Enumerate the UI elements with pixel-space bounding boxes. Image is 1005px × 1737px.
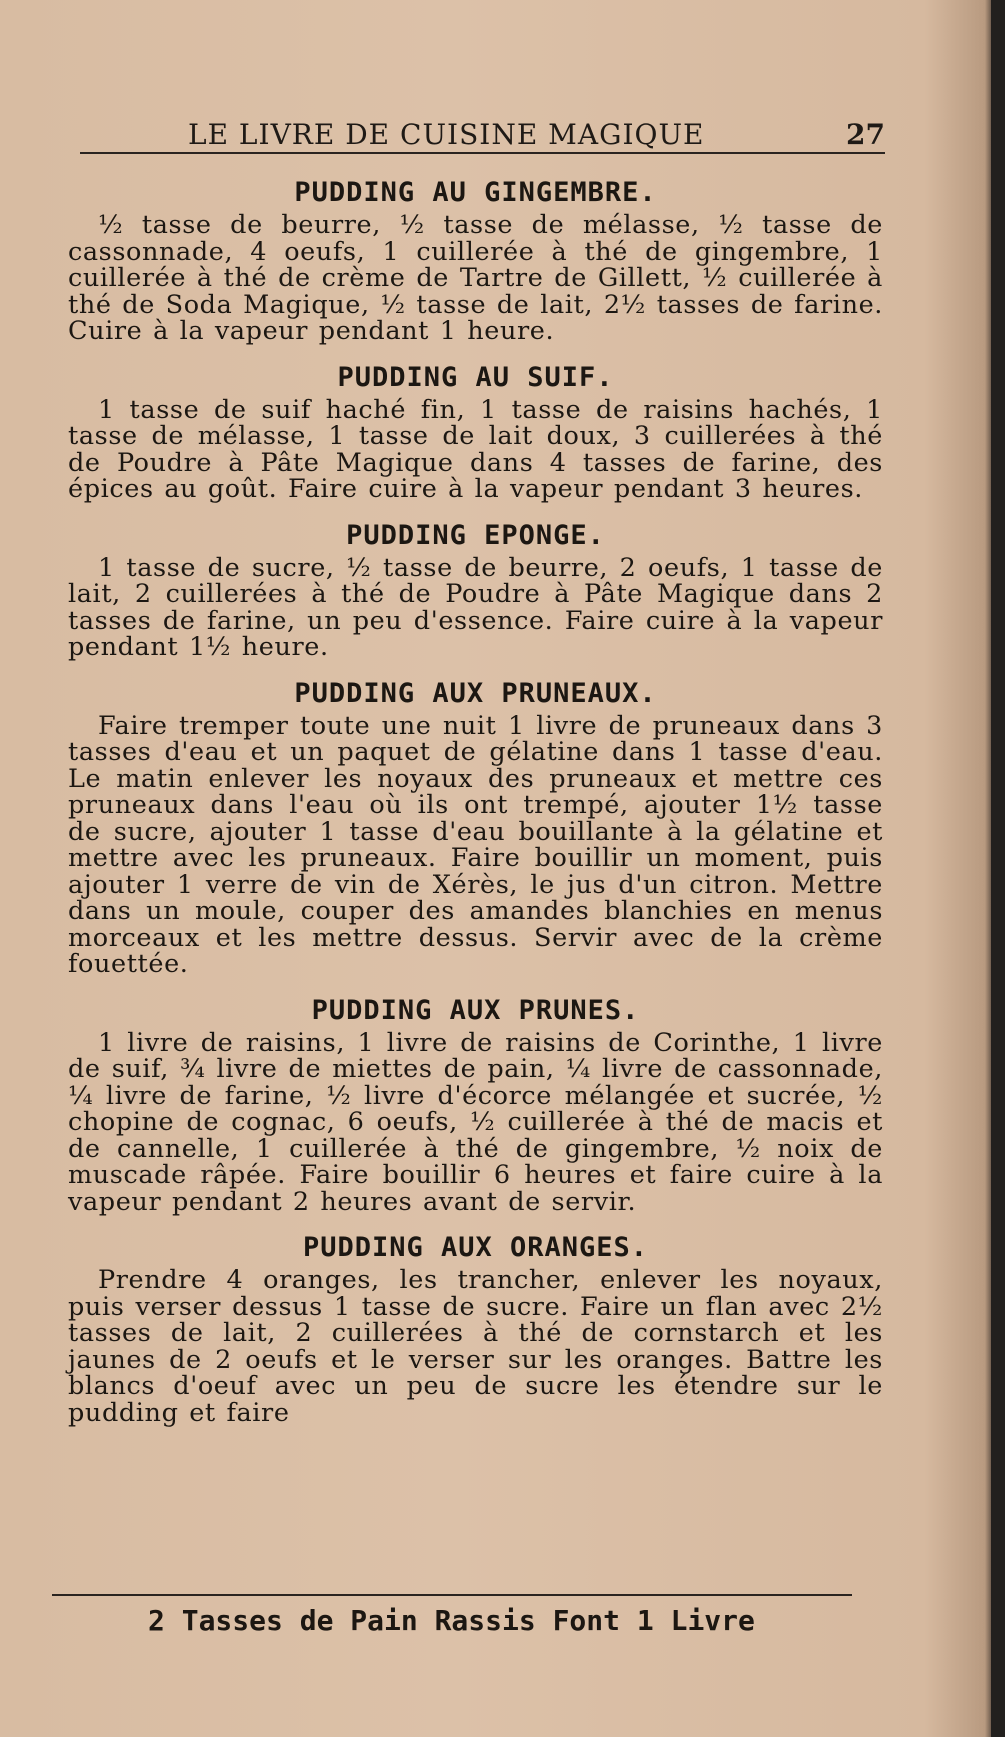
recipe-pudding-aux-pruneaux [68, 679, 883, 978]
recipe-title: PUDDING AUX PRUNES. [311, 994, 640, 1026]
page-number: 27 [846, 118, 885, 151]
recipe-body: 1 tasse de sucre, ½ tasse de beurre, 2 oeufs, 1 tasse de lait, 2 cuillerées à thé de Poudre à Pâte Magique dans 2 tasses de farine, un peu d'essence. Faire cuire à la vapeur pendant 1½ heure. [68, 552, 883, 662]
recipe-title: PUDDING AU GINGEMBRE. [294, 177, 657, 208]
recipe-title: PUDDING AUX PRUNEAUX. [294, 677, 657, 709]
recipe-pudding-aux-oranges [68, 1233, 883, 1426]
recipe-body: 1 livre de raisins, 1 livre de raisins de Corinthe, 1 livre de suif, ¾ livre de miettes de pain, ¼ livre de cassonnade, ¼ livre de farine, ½ livre d'écorce mélangée et sucrée, ½ chopine de cognac, 6 oeufs, ½ cuillerée à thé de macis et de cannelle, 1 cuillerée à thé de gingembre, ½ noix de muscade râpée. Faire bouillir 6 heures et faire cuire à la vapeur pendant 2 heures avant de servir. [68, 1027, 883, 1217]
recipe-body: Prendre 4 oranges, les trancher, enlever les noyaux, puis verser dessus 1 tasse de sucre. Faire un flan avec 2½ tasses de lait, 2 cuillerées à thé de cornstarch et les jaunes de 2 oeufs et le verser sur les oranges. Battre les blancs d'oeuf avec un peu de sucre les étendre sur le pudding et faire [68, 1265, 883, 1428]
book-spine [991, 0, 1005, 1737]
recipe-pudding-aux-prunes [68, 996, 883, 1216]
recipe-title: PUDDING AUX ORANGES. [302, 1232, 649, 1263]
recipe-title: PUDDING EPONGE. [346, 519, 605, 551]
recipe-body: 1 tasse de suif haché fin, 1 tasse de raisins hachés, 1 tasse de mélasse, 1 tasse de lait doux, 3 cuillerées à thé de Poudre à Pâte Magique dans 4 tasses de farine, des épices au goût. Faire cuire à la vapeur pendant 3 heures. [68, 394, 883, 504]
footer-tip: 2 Tasses de Pain Rassis Font 1 Livre [148, 1604, 755, 1637]
recipe-pudding-au-gingembre [68, 178, 883, 345]
recipe-title: PUDDING AU SUIF. [337, 361, 614, 393]
recipe-pudding-au-suif [68, 363, 883, 503]
page-header [80, 118, 885, 158]
header-rule [80, 152, 885, 154]
running-title: LE LIVRE DE CUISINE MAGIQUE [188, 118, 705, 151]
footer-rule [52, 1594, 852, 1596]
recipe-body: ½ tasse de beurre, ½ tasse de mélasse, ½ tasse de cassonnade, 4 oeufs, 1 cuillerée à thé de gingembre, 1 cuillerée à thé de crème de Tartre de Gillett, ½ cuillerée à thé de Soda Magique, ½ tasse de lait, 2½ tasses de farine. Cuire à la vapeur pendant 1 heure. [68, 210, 883, 346]
recipe-list [68, 178, 883, 1444]
recipe-pudding-eponge [68, 521, 883, 661]
recipe-body: Faire tremper toute une nuit 1 livre de pruneaux dans 3 tasses d'eau et un paquet de gélatine dans 1 tasse d'eau. Le matin enlever les noyaux des pruneaux et mettre ces pruneaux dans l'eau où ils ont trempé, ajouter 1½ tasse de sucre, ajouter 1 tasse d'eau bouillante à la gélatine et mettre avec les pruneaux. Faire bouillir un moment, puis ajouter 1 verre de vin de Xérès, le jus d'un citron. Mettre dans un moule, couper des amandes blanchies en menus morceaux et les mettre dessus. Servir avec de la crème fouettée. [68, 710, 883, 979]
